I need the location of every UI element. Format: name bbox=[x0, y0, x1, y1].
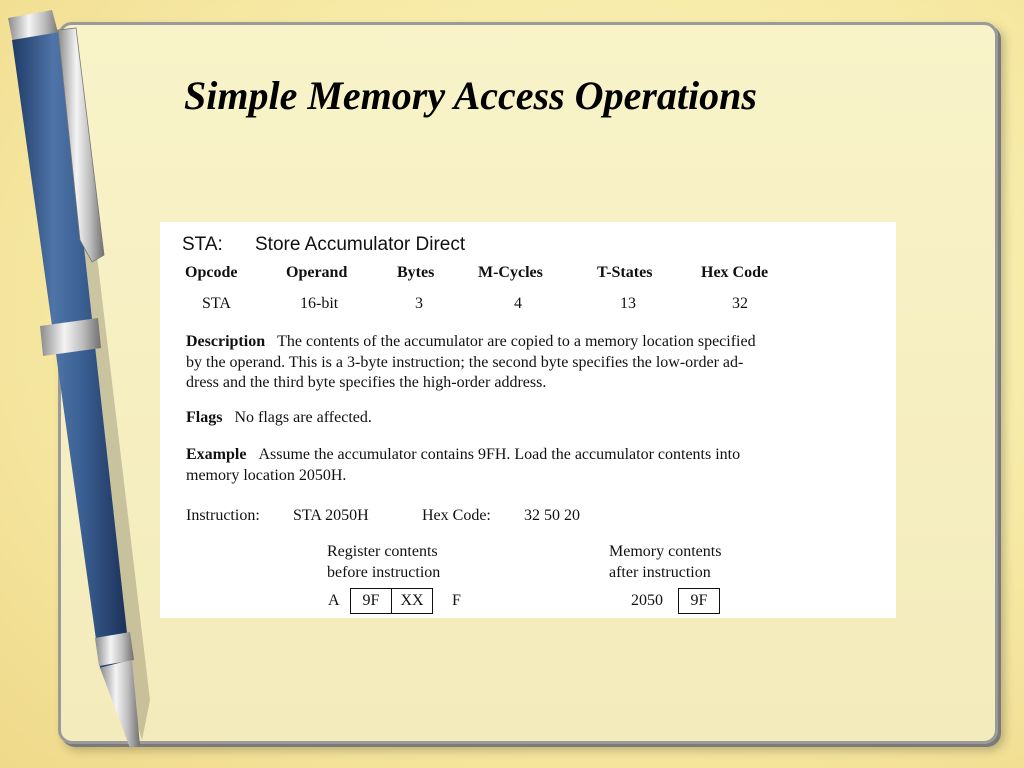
hexcode-value: 32 50 20 bbox=[524, 507, 580, 524]
column-header: Hex Code bbox=[701, 264, 769, 281]
register-caption: Register contents bbox=[327, 543, 438, 560]
bytes-value: 3 bbox=[415, 295, 423, 312]
column-header: Bytes bbox=[397, 264, 435, 281]
description-line: by the operand. This is a 3-byte instruction; the second byte specifies the low-order ad- bbox=[186, 353, 744, 371]
instruction-value: STA 2050H bbox=[293, 507, 369, 524]
column-header: Opcode bbox=[185, 264, 238, 281]
description-label: Description bbox=[186, 333, 266, 350]
description-line: dress and the third byte specifies the high-order address. bbox=[186, 374, 547, 391]
register-a-box: 9F bbox=[350, 588, 392, 614]
memory-value-box: 9F bbox=[678, 588, 720, 614]
example-label: Example bbox=[186, 446, 247, 463]
memory-caption: Memory contents bbox=[609, 543, 722, 560]
instruction-name: Store Accumulator Direct bbox=[255, 234, 466, 255]
m-cycles-value: 4 bbox=[514, 295, 522, 312]
pen-icon bbox=[0, 0, 150, 768]
register-f-label: F bbox=[452, 592, 461, 609]
opcode-value: STA bbox=[202, 295, 231, 312]
hexcode-label: Hex Code: bbox=[422, 507, 491, 524]
example-line: Assume the accumulator contains 9FH. Load the accumulator contents into bbox=[258, 446, 741, 463]
description-paragraph bbox=[186, 332, 872, 394]
register-caption: before instruction bbox=[327, 564, 441, 581]
column-header: M-Cycles bbox=[478, 264, 543, 281]
flags-label: Flags bbox=[186, 409, 223, 426]
column-header: T-States bbox=[597, 264, 653, 281]
example-line: memory location 2050H. bbox=[186, 466, 347, 484]
example-paragraph bbox=[186, 445, 872, 486]
register-f-box: XX bbox=[391, 588, 433, 614]
description-line: The contents of the accumulator are copied to a memory location specified bbox=[277, 333, 756, 350]
operand-value: 16-bit bbox=[300, 295, 339, 312]
memory-caption: after instruction bbox=[609, 564, 711, 581]
column-header: Operand bbox=[286, 264, 348, 281]
flags-row bbox=[186, 409, 372, 427]
slide-title: Simple Memory Access Operations bbox=[184, 73, 757, 118]
memory-address: 2050 bbox=[631, 592, 663, 609]
register-a-label: A bbox=[328, 592, 340, 609]
instruction-label: Instruction: bbox=[186, 507, 260, 524]
flags-text: No flags are affected. bbox=[234, 409, 372, 426]
mnemonic-label: STA: bbox=[182, 234, 223, 255]
hex-code-value: 32 bbox=[732, 295, 748, 312]
instruction-card bbox=[160, 222, 896, 618]
t-states-value: 13 bbox=[620, 295, 636, 312]
